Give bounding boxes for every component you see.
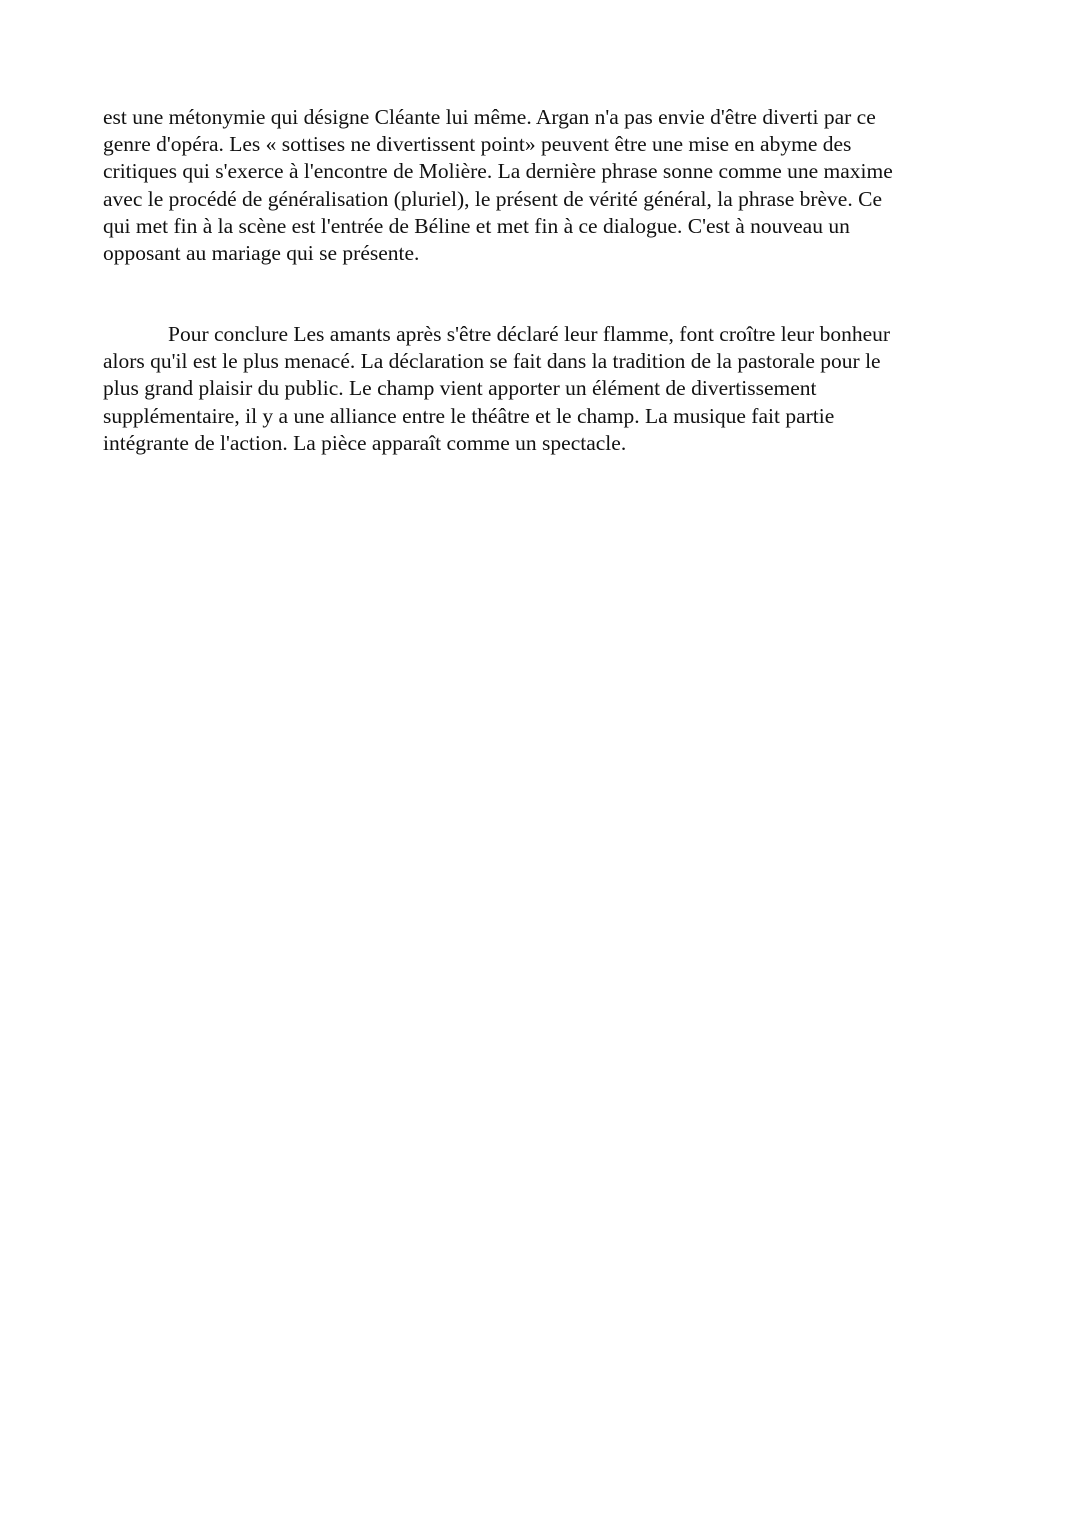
- text-line: genre d'opéra. Les « sottises ne divertissent point» peuvent être une mise en abyme des: [103, 132, 852, 157]
- text-line: critiques qui s'exerce à l'encontre de Molière. La dernière phrase sonne comme une maxime: [103, 159, 893, 184]
- paragraph-conclusion: [103, 321, 983, 457]
- text-line: plus grand plaisir du public. Le champ vient apporter un élément de divertissement: [103, 376, 817, 401]
- text-line: alors qu'il est le plus menacé. La déclaration se fait dans la tradition de la pastorale pour le: [103, 349, 881, 374]
- text-line: opposant au mariage qui se présente.: [103, 241, 420, 266]
- text-line: supplémentaire, il y a une alliance entre le théâtre et le champ. La musique fait partie: [103, 403, 835, 428]
- text-line: avec le procédé de généralisation (pluriel), le présent de vérité général, la phrase brève. Ce: [103, 186, 882, 211]
- text-line: intégrante de l'action. La pièce apparaît comme un spectacle.: [103, 430, 627, 455]
- text-line: Pour conclure Les amants après s'être déclaré leur flamme, font croître leur bonheur: [168, 322, 891, 346]
- text-line: qui met fin à la scène est l'entrée de Béline et met fin à ce dialogue. C'est à nouveau un: [103, 213, 850, 238]
- text-line: est une métonymie qui désigne Cléante lui même. Argan n'a pas envie d'être diverti par ce: [103, 105, 876, 129]
- paragraph-analysis: [103, 104, 983, 267]
